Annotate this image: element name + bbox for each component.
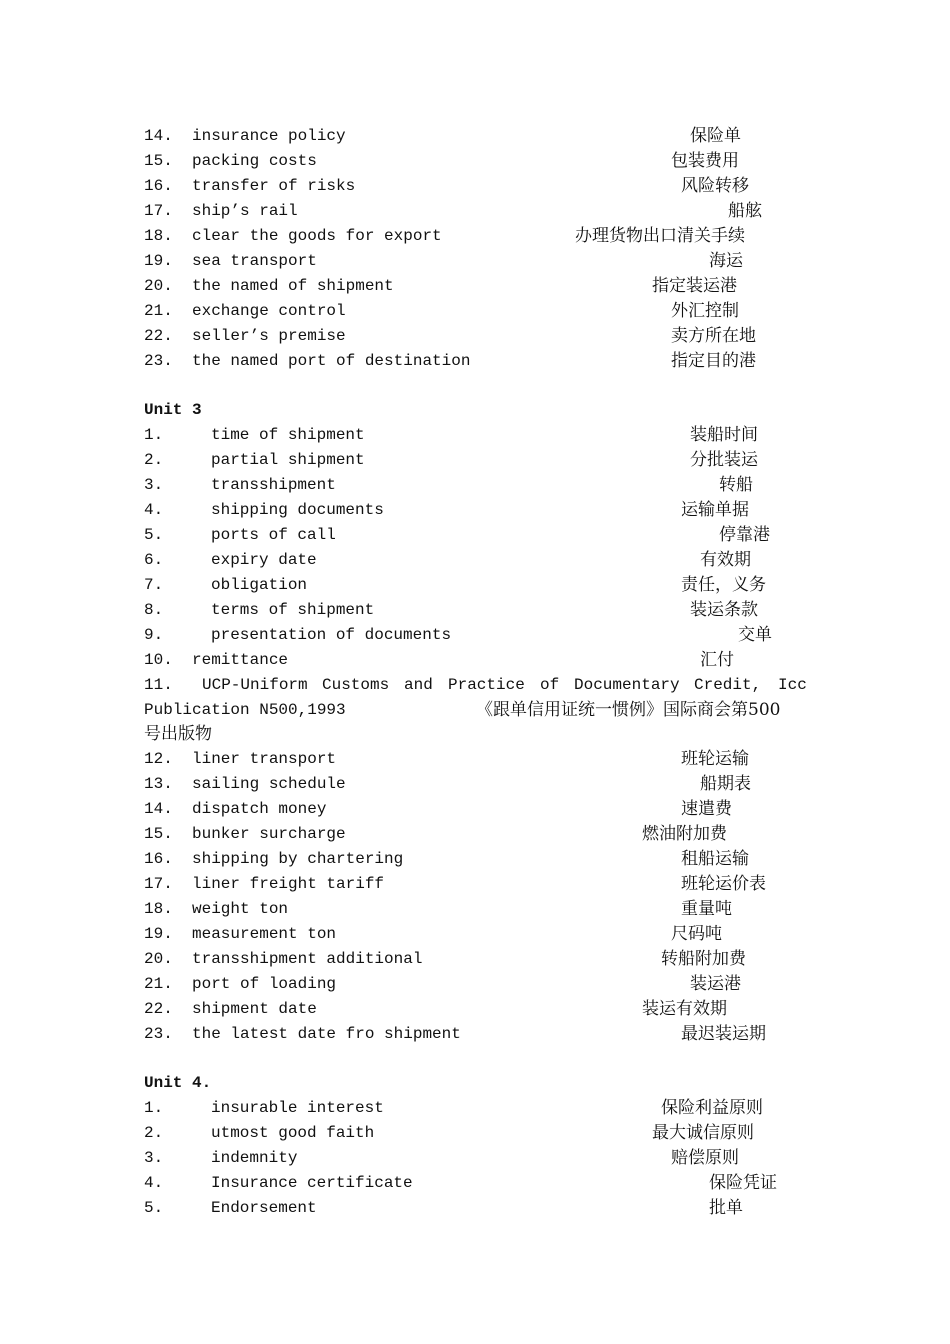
item-number: 20. (144, 277, 173, 295)
item-chinese: 转船附加费 (661, 949, 746, 969)
item-number: 14. (144, 127, 173, 145)
item-chinese: 批单 (709, 1198, 743, 1218)
item-english-word: Practice (448, 676, 525, 694)
item-chinese: 办理货物出口清关手续 (575, 226, 745, 246)
list-item (144, 124, 810, 149)
item-english: presentation of documents (211, 626, 452, 644)
list-item (144, 349, 810, 374)
item-english-word: UCP-Uniform (202, 676, 308, 694)
item-chinese: 卖方所在地 (671, 326, 756, 346)
item-chinese: 班轮运输 (681, 749, 749, 769)
item-number: 4. (144, 501, 164, 519)
item-chinese: 装运条款 (690, 600, 758, 620)
item-english: transfer of risks (192, 177, 356, 195)
item-chinese: 速遣费 (681, 799, 732, 819)
item-english-word: and (404, 676, 433, 694)
item-number: 22. (144, 1000, 173, 1018)
list-item (144, 1196, 810, 1221)
item-english: utmost good faith (211, 1124, 375, 1142)
item-chinese: 责任，义务 (681, 575, 766, 595)
list-item (144, 1022, 810, 1047)
item-english: the latest date fro shipment (192, 1025, 461, 1043)
item-english: shipping documents (211, 501, 384, 519)
item-number: 21. (144, 302, 173, 320)
item-english: ship’s rail (192, 202, 298, 220)
item-chinese: 运输单据 (681, 500, 749, 520)
item-number: 7. (144, 576, 164, 594)
item-number: 23. (144, 1025, 173, 1043)
item-english: the named of shipment (192, 277, 394, 295)
item-number: 17. (144, 202, 173, 220)
item-english: sailing schedule (192, 775, 346, 793)
list-item-11-line1 (144, 673, 806, 698)
item-chinese: 租船运输 (681, 849, 749, 869)
item-english: shipping by chartering (192, 850, 404, 868)
item-number: 9. (144, 626, 164, 644)
list-item (144, 299, 810, 324)
item-chinese: 装船时间 (690, 425, 758, 445)
list-item (144, 1171, 810, 1196)
item-english: ports of call (211, 526, 336, 544)
item-english-word: Documentary (574, 676, 680, 694)
item-english: weight ton (192, 900, 289, 918)
list-item (144, 972, 810, 997)
item-english: indemnity (211, 1149, 298, 1167)
item-english-word: Customs (322, 676, 390, 694)
item-english: terms of shipment (211, 601, 375, 619)
item-english: port of loading (192, 975, 337, 993)
item-number: 18. (144, 900, 173, 918)
item-chinese: 最迟装运期 (681, 1024, 766, 1044)
list-item (144, 1121, 810, 1146)
item-chinese: 保险凭证 (709, 1173, 777, 1193)
list-item-11-line3 (144, 722, 806, 747)
item-chinese: 最大诚信原则 (652, 1123, 754, 1143)
list-item (144, 598, 810, 623)
item-chinese: 重量吨 (681, 899, 732, 919)
item-number: 19. (144, 252, 173, 270)
item-number: 1. (144, 426, 164, 444)
list-item (144, 822, 810, 847)
item-english: liner transport (192, 750, 337, 768)
item-chinese: 外汇控制 (671, 301, 739, 321)
item-number: 3. (144, 1149, 164, 1167)
item-english: transshipment (211, 476, 336, 494)
item-english: Insurance certificate (211, 1174, 413, 1192)
item-chinese: 汇付 (700, 650, 734, 670)
item-english: partial shipment (211, 451, 365, 469)
list-item (144, 573, 810, 598)
item-number: 10. (144, 651, 173, 669)
list-item (144, 997, 810, 1022)
item-number: 16. (144, 850, 173, 868)
item-number: 14. (144, 800, 173, 818)
item-english: liner freight tariff (192, 875, 385, 893)
item-chinese: 保险利益原则 (661, 1098, 763, 1118)
item-chinese: 装运港 (690, 974, 741, 994)
list-item (144, 747, 810, 772)
item-english: sea transport (192, 252, 317, 270)
item-english: transshipment additional (192, 950, 423, 968)
item-number: 5. (144, 526, 164, 544)
item-chinese: 转船 (719, 475, 753, 495)
unit4-heading: Unit 4. (144, 1074, 212, 1092)
item-chinese: 分批装运 (690, 450, 758, 470)
item-chinese: 指定目的港 (671, 351, 756, 371)
item-number: 19. (144, 925, 173, 943)
item-chinese: 交单 (738, 625, 772, 645)
item-english: Endorsement (211, 1199, 317, 1217)
item-number: 18. (144, 227, 173, 245)
list-item (144, 324, 810, 349)
list-item (144, 498, 810, 523)
item-english: the named port of destination (192, 352, 471, 370)
item-number: 8. (144, 601, 164, 619)
item-number: 21. (144, 975, 173, 993)
item-english: insurable interest (211, 1099, 384, 1117)
item-english: insurance policy (192, 127, 346, 145)
list-item (144, 149, 810, 174)
item-number: 12. (144, 750, 173, 768)
item-chinese: 指定装运港 (652, 276, 737, 296)
list-item (144, 897, 810, 922)
list-item (144, 548, 810, 573)
item-english: remittance (192, 651, 289, 669)
list-item (144, 947, 810, 972)
item-chinese-cont: 号出版物 (144, 724, 212, 744)
item-english: bunker surcharge (192, 825, 346, 843)
item-chinese: 班轮运价表 (681, 874, 766, 894)
item-number: 16. (144, 177, 173, 195)
item-english: dispatch money (192, 800, 327, 818)
list-item (144, 623, 810, 648)
list-item-11-line2 (144, 698, 806, 723)
list-item (144, 473, 810, 498)
item-number: 13. (144, 775, 173, 793)
item-english: packing costs (192, 152, 317, 170)
list-item (144, 847, 810, 872)
item-number: 15. (144, 152, 173, 170)
item-chinese: 船舷 (728, 201, 762, 221)
item-chinese: 保险单 (690, 126, 741, 146)
list-item (144, 1146, 810, 1171)
item-number: 22. (144, 327, 173, 345)
list-item (144, 199, 810, 224)
item-english: clear the goods for export (192, 227, 442, 245)
item-number: 2. (144, 451, 164, 469)
list-item (144, 249, 810, 274)
item-english: obligation (211, 576, 308, 594)
list-item (144, 922, 810, 947)
item-english: expiry date (211, 551, 317, 569)
item-english-word: Credit, (694, 676, 762, 694)
item-chinese: 风险转移 (681, 176, 749, 196)
list-item (144, 174, 810, 199)
item-number: 23. (144, 352, 173, 370)
item-english: shipment date (192, 1000, 317, 1018)
unit3-heading: Unit 3 (144, 401, 202, 419)
item-english: seller’s premise (192, 327, 346, 345)
item-number: 20. (144, 950, 173, 968)
item-number: 4. (144, 1174, 164, 1192)
list-item (144, 523, 810, 548)
list-item (144, 423, 810, 448)
list-item (144, 224, 810, 249)
item-number: 3. (144, 476, 164, 494)
list-item (144, 274, 810, 299)
item-english-word: Icc (778, 676, 807, 694)
item-english: time of shipment (211, 426, 365, 444)
item-english: Publication N500,1993 (144, 701, 346, 719)
list-item (144, 772, 810, 797)
item-number: 11. (144, 676, 173, 694)
item-english: exchange control (192, 302, 346, 320)
item-chinese: 装运有效期 (642, 999, 727, 1019)
item-number: 5. (144, 1199, 164, 1217)
item-chinese: 赔偿原则 (671, 1148, 739, 1168)
list-item (144, 872, 810, 897)
item-number: 2. (144, 1124, 164, 1142)
list-item (144, 797, 810, 822)
item-chinese: 《跟单信用证统一惯例》国际商会第500 (476, 700, 781, 720)
list-item (144, 448, 810, 473)
item-english-word: of (540, 676, 560, 694)
item-number: 17. (144, 875, 173, 893)
item-number: 1. (144, 1099, 164, 1117)
item-number: 6. (144, 551, 164, 569)
list-item (144, 1096, 810, 1121)
item-chinese: 船期表 (700, 774, 751, 794)
item-chinese: 尺码吨 (671, 924, 722, 944)
item-chinese: 停靠港 (719, 525, 770, 545)
item-number: 15. (144, 825, 173, 843)
item-chinese: 海运 (709, 251, 743, 271)
item-english: measurement ton (192, 925, 337, 943)
item-chinese: 燃油附加费 (642, 824, 727, 844)
item-chinese: 包装费用 (671, 151, 739, 171)
list-item (144, 648, 810, 673)
item-chinese: 有效期 (700, 550, 751, 570)
